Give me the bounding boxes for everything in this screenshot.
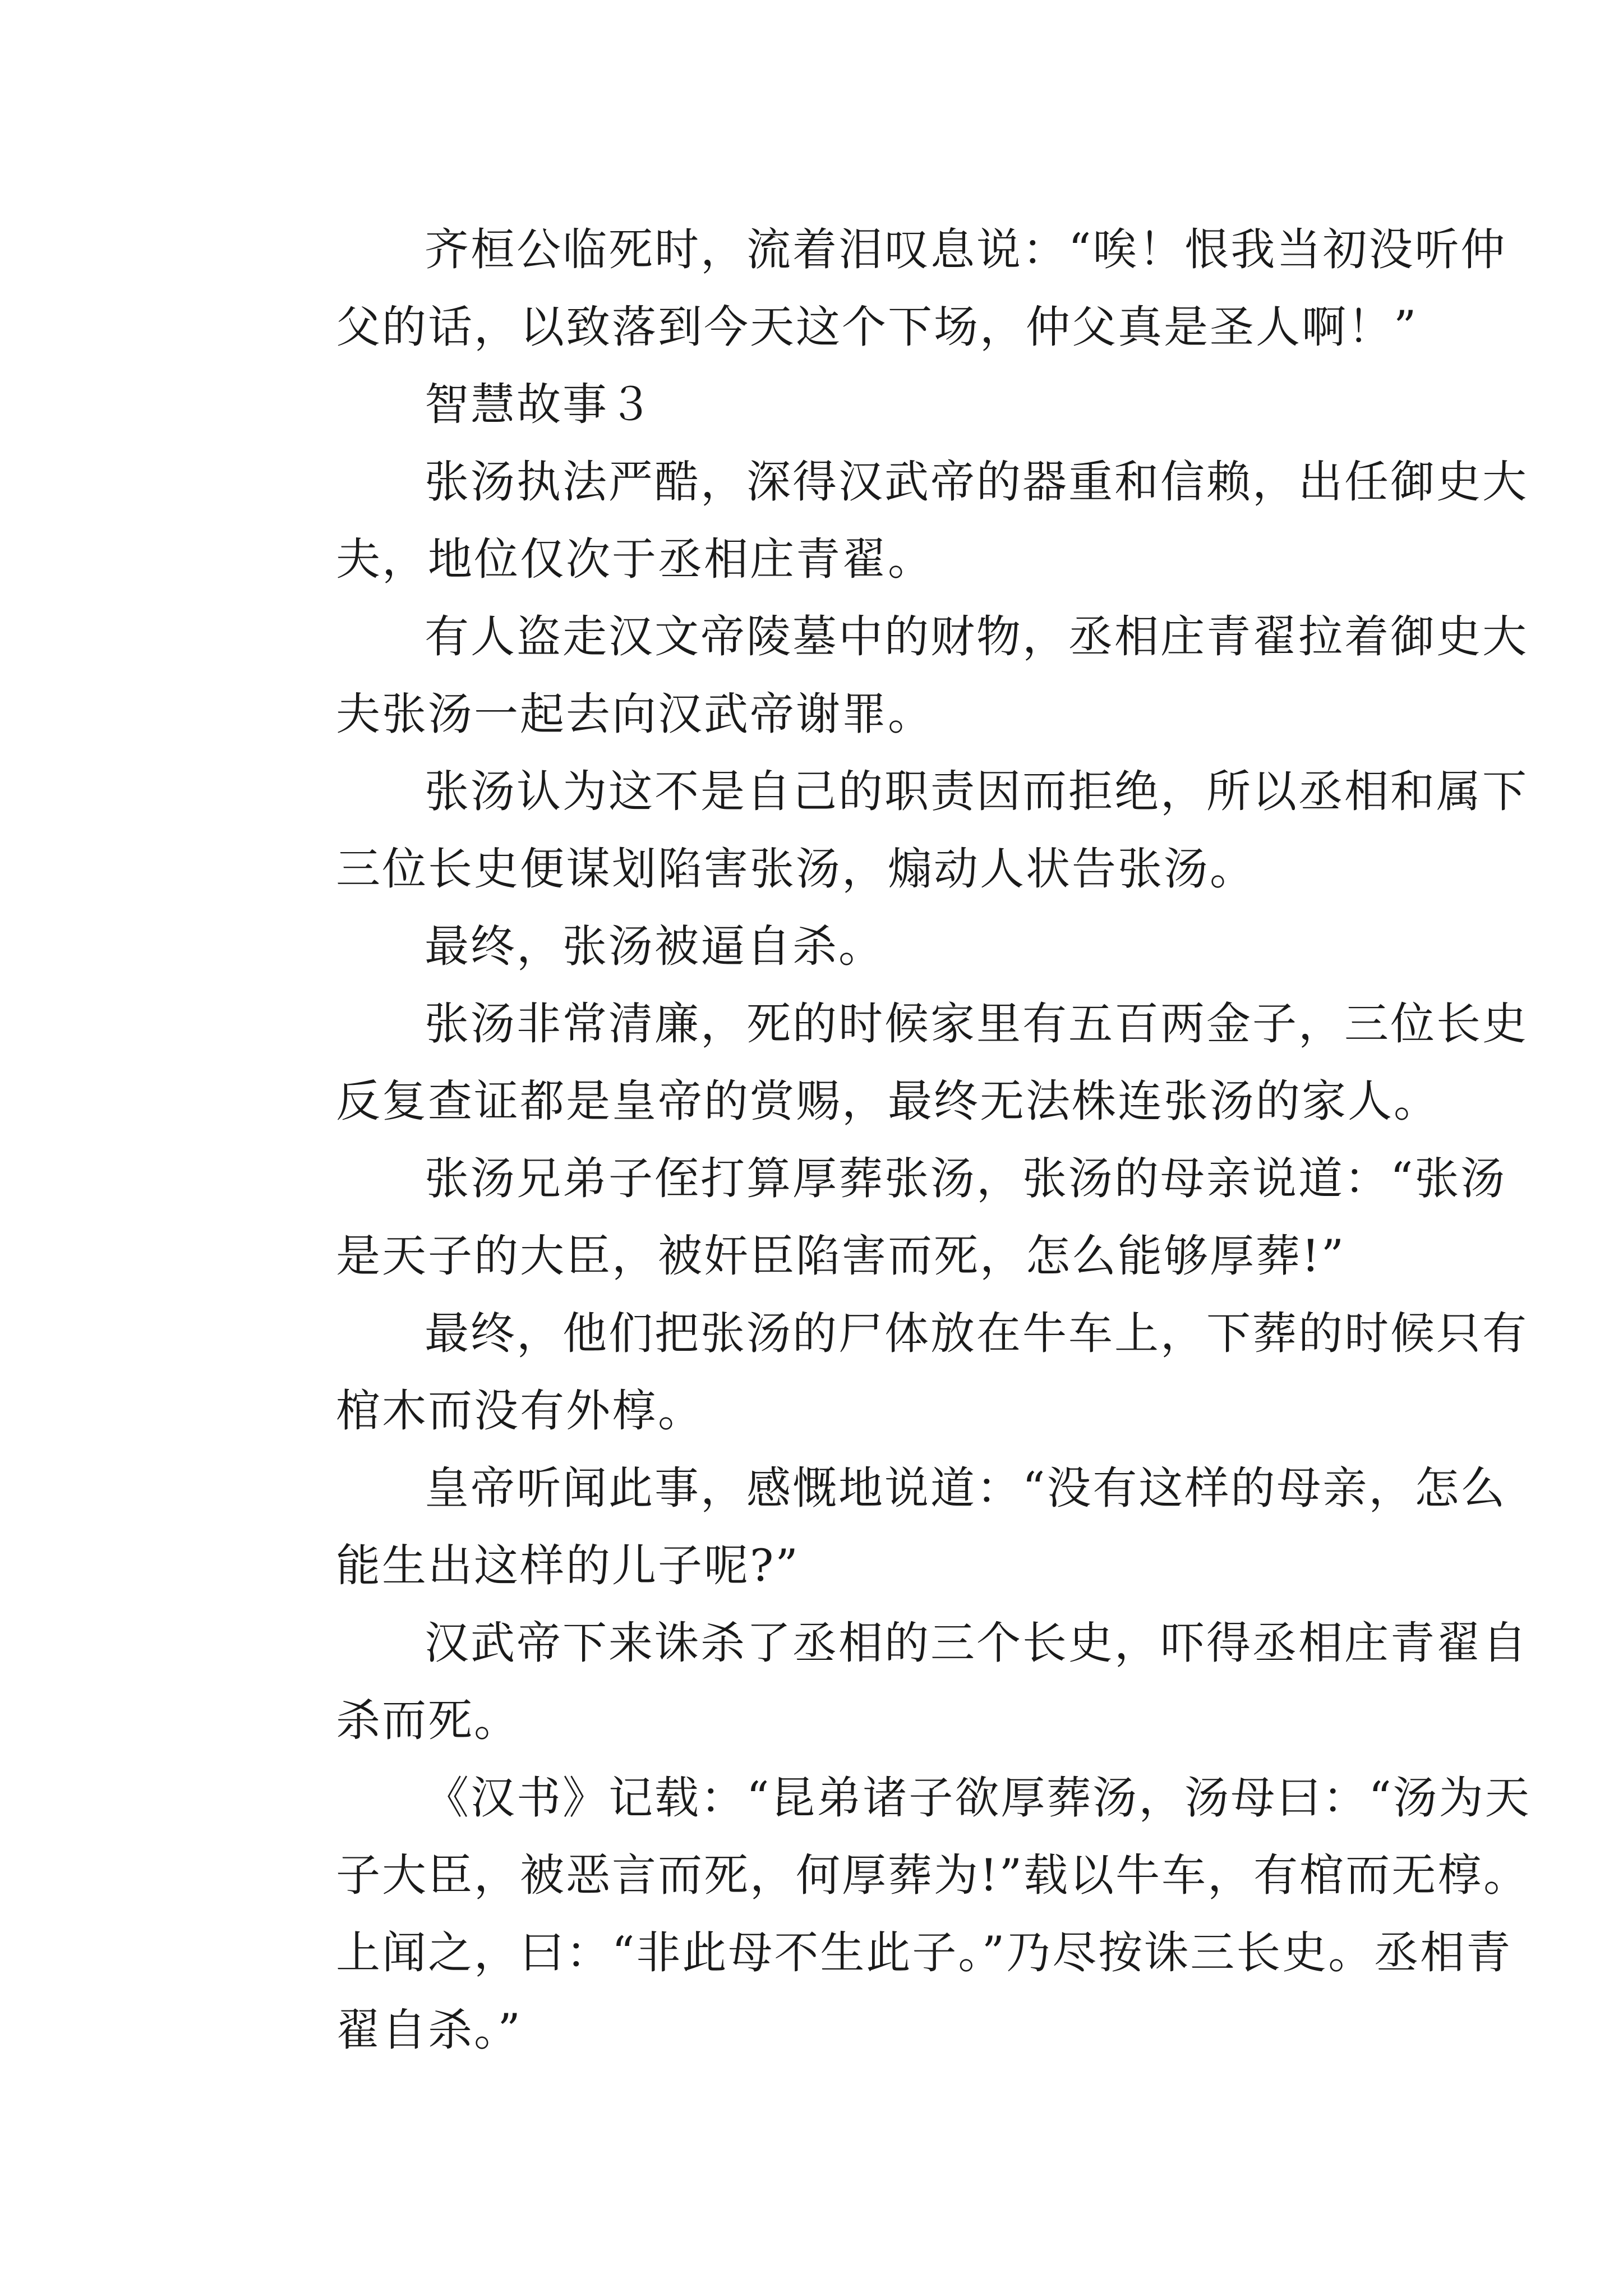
paragraph: [247, 1759, 1531, 2069]
paragraph: [247, 443, 1528, 598]
paragraph: [247, 753, 1528, 908]
text-line: 夫张汤一起去向汉武帝谢罪。: [336, 688, 934, 740]
paragraph: [247, 211, 1507, 366]
document-body: [247, 211, 1531, 2069]
paragraph: [247, 598, 1528, 753]
text-line: 智慧故事３: [425, 379, 654, 430]
paragraph: [247, 1295, 1528, 1450]
text-line: 张汤兄弟子侄打算厚葬张汤，张汤的母亲说道：“张汤: [425, 1153, 1507, 1204]
text-line: 能生出这样的儿子呢?”: [336, 1540, 800, 1591]
text-line: 张汤认为这不是自己的职责因而拒绝，所以丞相和属下: [425, 766, 1528, 817]
text-line: 是天子的大臣，被奸臣陷害而死，怎么能够厚葬!”: [336, 1230, 1346, 1282]
paragraph: [247, 908, 1380, 985]
text-line: 子大臣，被恶言而死，何厚葬为!”载以牛车，有棺而无椁。: [336, 1849, 1530, 1901]
paragraph: [247, 1450, 1507, 1604]
section-heading: [247, 366, 1380, 443]
text-line: 杀而死。: [336, 1695, 520, 1746]
text-line: 《汉书》记载：“昆弟诸子欲厚葬汤，汤母曰：“汤为天: [425, 1772, 1531, 1824]
paragraph: [247, 1140, 1507, 1295]
paragraph: [247, 985, 1528, 1140]
text-line: 皇帝听闻此事，感慨地说道：“没有这样的母亲，怎么: [425, 1462, 1507, 1514]
text-line: 齐桓公临死时，流着泪叹息说：“唉！恨我当初没听仲: [425, 224, 1507, 275]
text-line: 反复查证都是皇帝的赏赐，最终无法株连张汤的家人。: [336, 1075, 1440, 1127]
text-line: 最终，张汤被逼自杀。: [425, 921, 884, 972]
text-line: 父的话，以致落到今天这个下场，仲父真是圣人啊！”: [336, 301, 1418, 353]
text-line: 张汤执法严酷，深得汉武帝的器重和信赖，出任御史大: [425, 456, 1528, 508]
text-line: 三位长史便谋划陷害张汤，煽动人状告张汤。: [336, 843, 1256, 895]
text-line: 有人盗走汉文帝陵墓中的财物，丞相庄青翟拉着御史大: [425, 611, 1528, 662]
text-line: 夫，地位仅次于丞相庄青翟。: [336, 533, 934, 585]
paragraph: [247, 1604, 1528, 1759]
text-line: 张汤非常清廉，死的时候家里有五百两金子，三位长史: [425, 998, 1528, 1050]
text-line: 上闻之，曰：“非此母不生此子。”乃尽按诛三长史。丞相青: [336, 1927, 1513, 1978]
text-line: 棺木而没有外椁。: [336, 1385, 704, 1437]
text-line: 翟自杀。”: [336, 2004, 522, 2056]
text-line: 汉武帝下来诛杀了丞相的三个长史，吓得丞相庄青翟自: [425, 1617, 1528, 1669]
text-line: 最终，他们把张汤的尸体放在牛车上，下葬的时候只有: [425, 1308, 1528, 1359]
